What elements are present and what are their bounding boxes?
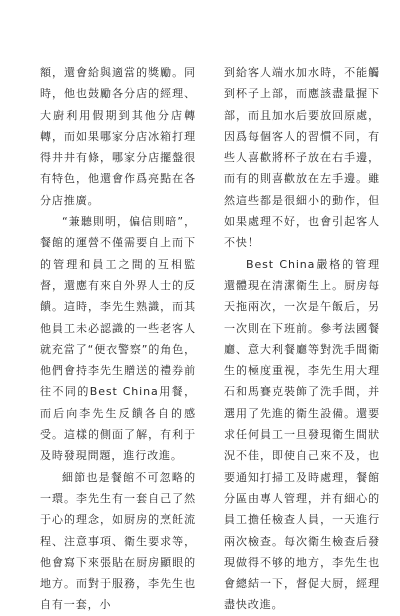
left-column (40, 62, 196, 616)
paragraph: 到給客人端水加水時，不能觸到杯子上部，而應該盡量握下部，而且加水后要放回原處，因爲每個客人的習慣不同，有些人喜歡將杯子放在右手邊，而有的則喜歡放在左手邊。雖然這些都是很細小的動作，但如果處理不好，也會引起客人不快！ (224, 66, 380, 250)
paragraph: Best China嚴格的管理還體現在清潔衛生上。厨房每天拖兩次，一次是午飯后，另一次則在下班前。參考法國餐廳、意大利餐廳等對洗手間衛生的極度重視，李先生用大理石和馬賽克裝飾了洗手間，并選用了先進的衛生設備。還要求任何員工一旦發現衛生間狀況不佳，即使自己來不及，也要通知打掃工及時處理，餐館分區由專人管理，并有細心的員工擔任檢查人員，一天進行兩次檢查。每次衛生檢查后發現做得不够的地方，李先生也會總結一下，督促大厨，經理盡快改進。 (224, 257, 380, 612)
paragraph: “兼聽則明，偏信則暗”，餐館的運營不僅需要自上而下的管理和員工之間的互相監督，還應有來自外界人士的反饋。這時，李先生熟識，而其他員工未必認識的一些老客人就充當了“便衣警察”的角色，他們會持李先生贈送的禮券前往不同的Best China用餐，而后向李先生反饋各自的感受。這樣的側面了解，有利于及時發現問題，進行改進。 (40, 215, 196, 463)
article-body (40, 62, 380, 616)
paragraph: 細節也是餐館不可忽略的一環。李先生有一套自己了然于心的理念，如厨房的烹飪流程、注意事項、衛生要求等，他會寫下來張貼在厨房顯眼的地方。而對于服務，李先生也自有一套，小 (40, 470, 196, 612)
paragraph: 額，還會給與適當的獎勵。同時，他也鼓勵各分店的經理、大廚利用假期到其他分店轉轉，而如果哪家分店冰箱打理得井井有條，哪家分店擺盤很有特色，他還會作爲亮點在各分店推廣。 (40, 66, 196, 207)
right-column (224, 62, 380, 616)
